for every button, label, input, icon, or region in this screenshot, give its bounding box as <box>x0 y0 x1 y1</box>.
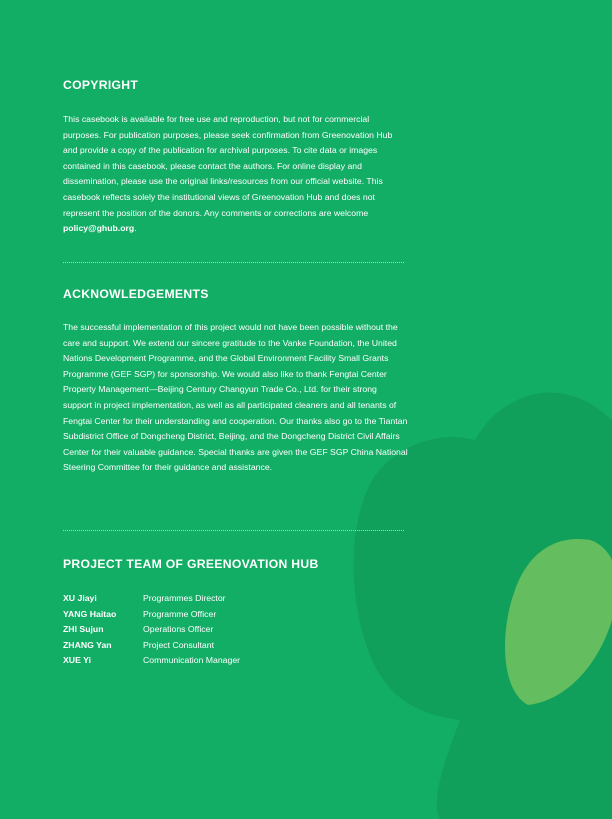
team-list <box>63 591 408 669</box>
copyright-body: This casebook is available for free use and reproduction, but not for commercial purposes. For publication purposes, please seek confirmation from Greenovation Hub and provide a copy of the publication for archival purposes. To cite data or images contained in this casebook, please contact the authors. For online display and dissemination, please use the original links/resources from our official website. This casebook reflects solely the institutional views of Greenovation Hub and does not represent the position of the donors. Any comments or corrections are welcome <box>63 114 393 218</box>
member-role: Project Consultant <box>143 639 214 650</box>
copyright-end: . <box>134 223 137 234</box>
acknowledgements-text: The successful implementation of this project would not have been possible without the care and support. We extend our sincere gratitude to the Vanke Foundation, the United Nations Development Programme, and the Global Environment Facility Small Grants Programme (GEF SGP) for sponsorship. We would also like to thank Fengtai Center Property Management—Beijing Century Changyun Trade Co., Ltd. for their strong support in project implementation, as well as all participated cleaners and all tenants of Fengtai Center for their understanding and cooperation. Our thanks also go to the Tiantan Subdistrict Office of Dongcheng District, Beijing, and the Dongcheng District Civil Affairs Center for their valuable guidance. Special thanks are given the GEF SGP China National Steering Committee for their guidance and assistance. <box>63 322 408 473</box>
member-name: XUE Yi <box>63 655 92 666</box>
member-role: Programmes Director <box>143 593 226 603</box>
member-name: ZHANG Yan <box>63 639 112 650</box>
acknowledgements-heading: ACKNOWLEDGEMENTS <box>63 287 209 301</box>
team-member <box>63 607 408 623</box>
section-divider <box>63 530 404 531</box>
member-role: Communication Manager <box>143 655 241 666</box>
team-member <box>63 622 408 638</box>
team-member <box>63 638 408 654</box>
member-role: Operations Officer <box>143 624 214 635</box>
team-heading: PROJECT TEAM OF GREENOVATION HUB <box>63 557 319 571</box>
copyright-heading: COPYRIGHT <box>63 78 139 92</box>
contact-email[interactable]: policy@ghub.org <box>63 223 135 234</box>
member-name: ZHI Sujun <box>63 624 104 635</box>
member-name: XU Jiayi <box>63 593 97 603</box>
team-member <box>63 653 408 669</box>
member-name: YANG Haitao <box>63 608 117 619</box>
team-member <box>63 591 408 607</box>
section-divider <box>63 262 404 263</box>
copyright-text <box>63 112 408 237</box>
member-role: Programme Officer <box>143 608 217 619</box>
